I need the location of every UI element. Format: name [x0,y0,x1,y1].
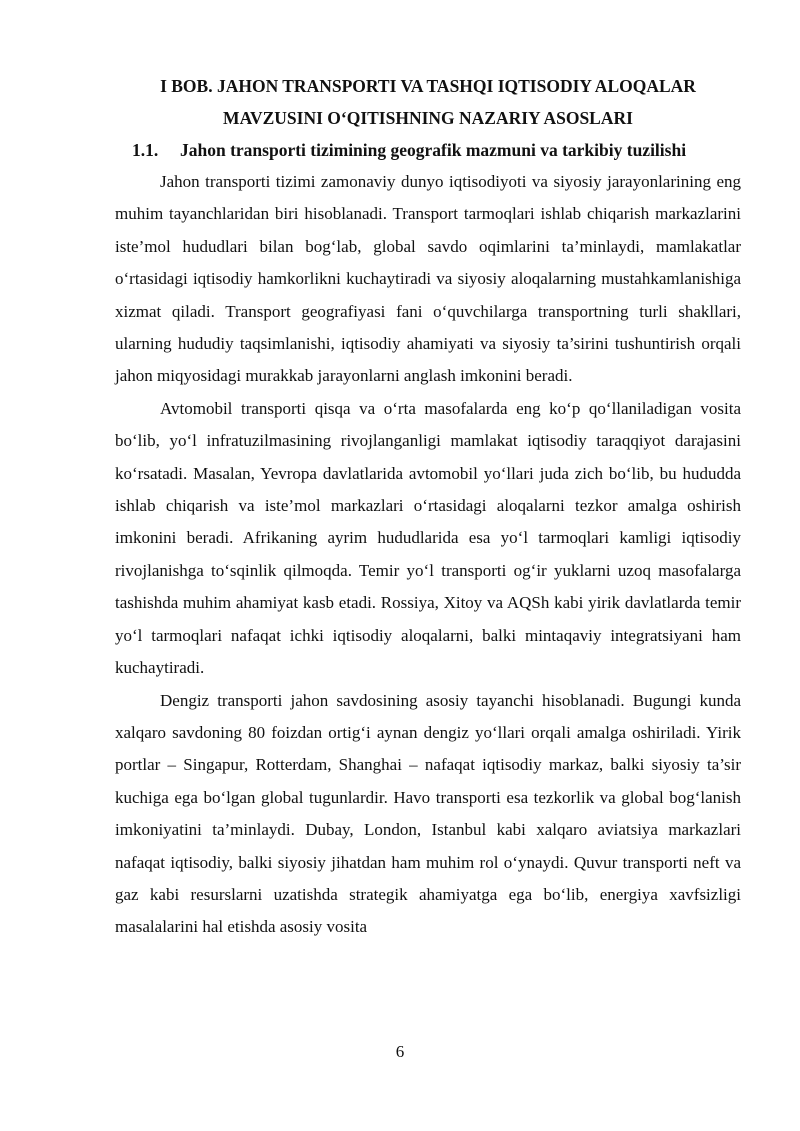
chapter-title [115,70,741,134]
page-number: 6 [395,1042,405,1061]
section-heading [115,134,741,166]
chapter-title-line2: MAVZUSINI O‘QITISHNING NAZARIY ASOSLARI [223,108,633,128]
chapter-title-line1: I BOB. JAHON TRANSPORTI VA TASHQI IQTISODIY ALOQALAR [160,76,696,96]
section-title: Jahon transporti tizimining geografik mazmuni va tarkibiy tuzilishi [180,140,687,160]
page-body [115,70,741,944]
paragraph-2: Avtomobil transporti qisqa va o‘rta masofalarda eng ko‘p qo‘llaniladigan vosita bo‘lib, yo‘l infratuzilmasining rivojlanganligi mamlakat iqtisodiy taraqqiyot darajasini ko‘rsatadi. Masalan, Yevropa davlatlarida avtomobil yo‘llari juda zich bo‘lib, bu hududda ishlab chiqarish va iste’mol markazlari o‘rtasidagi aloqalarni tezkor amalga oshirish imkonini beradi. Afrikaning ayrim hududlarida esa yo‘l tarmoqlari kamligi iqtisodiy rivojlanishga to‘sqinlik qilmoqda. Temir yo‘l transporti og‘ir yuklarni uzoq masofalarga tashishda muhim ahamiyat kasb etadi. Rossiya, Xitoy va AQSh kabi yirik davlatlarda temir yo‘l tarmoqlari nafaqat ichki iqtisodiy aloqalarni, balki mintaqaviy integratsiyani ham kuchaytiradi. [115,398,741,678]
section-number: 1.1. [132,140,159,160]
paragraph-3: Dengiz transporti jahon savdosining asosiy tayanchi hisoblanadi. Bugungi kunda xalqaro savdoning 80 foizdan ortig‘i aynan dengiz yo‘llari orqali amalga oshiriladi. Yirik portlar – Singapur, Rotterdam, Shanghai – nafaqat iqtisodiy markaz, balki siyosiy ta’sir kuchiga ega bo‘lgan global tugunlardir. Havo transporti esa tezkorlik va global bog‘lanish imkoniyatini ta’minlaydi. Dubay, London, Istanbul kabi xalqaro aviatsiya markazlari nafaqat iqtisodiy, balki siyosiy jihatdan ham muhim rol o‘ynaydi. Quvur transporti neft va gaz kabi resurslarni uzatishda strategik ahamiyatga ega bo‘lib, energiya xavfsizligi masalalarini hal etishda asosiy vosita [115,690,741,937]
paragraph-1: Jahon transporti tizimi zamonaviy dunyo iqtisodiyoti va siyosiy jarayonlarining eng muhim tayanchlaridan biri hisoblanadi. Transport tarmoqlari ishlab chiqarish markazlarini iste’mol hududlari bilan bog‘lab, global savdo oqimlarini ta’minlaydi, mamlakatlar o‘rtasidagi iqtisodiy hamkorlikni kuchaytiradi va siyosiy aloqalarning mustahkamlanishiga xizmat qiladi. Transport geografiyasi fani o‘quvchilarga transportning turli shakllari, ularning hududiy taqsimlanishi, iqtisodiy ahamiyati va siyosiy ta’sirini tushuntirish orqali jahon miqyosidagi murakkab jarayonlarni anglash imkonini beradi. [115,172,741,386]
